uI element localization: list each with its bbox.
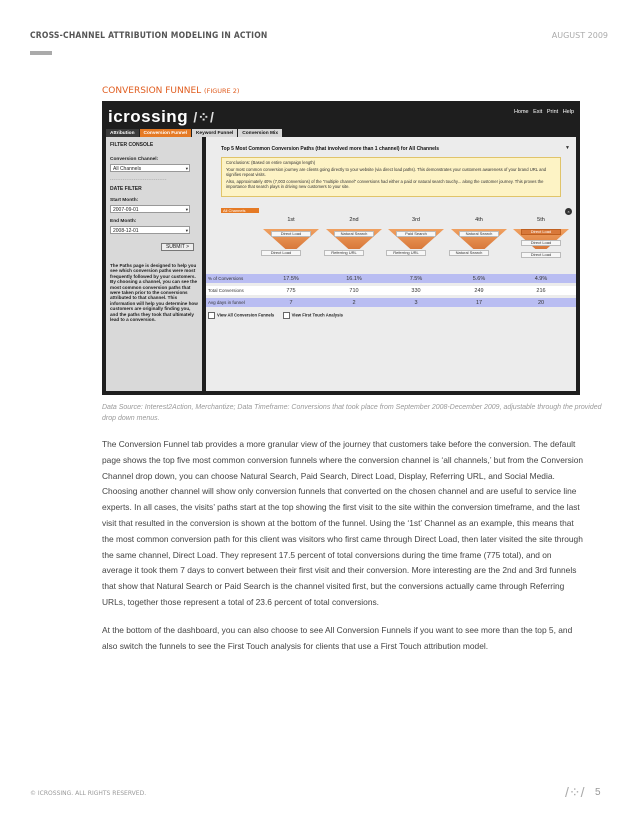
tab-keyword-funnel[interactable]: Keyword Funnel bbox=[192, 129, 237, 137]
funnel-top-chip: Direct Load bbox=[271, 231, 311, 237]
nav-exit[interactable]: Exit bbox=[533, 109, 543, 115]
top-nav bbox=[511, 109, 574, 115]
check-all-label: View All Conversion Funnels bbox=[217, 312, 275, 318]
dashboard-screenshot bbox=[102, 101, 580, 395]
funnel-middle-chip: Direct Load bbox=[521, 240, 561, 246]
tab-bar bbox=[106, 129, 283, 137]
nav-help[interactable]: Help bbox=[562, 109, 574, 115]
funnel-bottom-chip: Referring URL bbox=[386, 250, 426, 256]
row-value: 2 bbox=[352, 299, 356, 306]
header-rule bbox=[30, 51, 52, 55]
channel-label: Conversion Channel: bbox=[110, 157, 159, 162]
conclusions-box bbox=[221, 157, 561, 197]
row-total-conversions bbox=[206, 286, 576, 295]
figure-caption: Data Source: Interest2Action, Merchantize; Data Timeframe: Conversions that took place from September 2008-December 2009, adjustable through the provided drop down menus. bbox=[102, 404, 602, 422]
filter-console bbox=[106, 137, 202, 391]
funnel-bottom-chip: Direct Load bbox=[521, 252, 561, 258]
checkbox-all-funnels[interactable] bbox=[208, 312, 215, 319]
panel-heading: Top 5 Most Common Conversion Paths (that involved more than 1 channel) for All Channels bbox=[221, 146, 440, 152]
funnel-top-chip: Paid Search bbox=[396, 231, 436, 237]
row-value: 20 bbox=[537, 299, 545, 306]
nav-print[interactable]: Print bbox=[546, 109, 559, 115]
row-label: Total Conversions bbox=[208, 288, 244, 293]
row-value: 17 bbox=[475, 299, 483, 306]
logo-mark: /⁘/ bbox=[193, 109, 215, 125]
row-pct-conversions bbox=[206, 274, 576, 283]
end-month-label: End Month: bbox=[110, 219, 137, 224]
funnel-bottom-chip: Direct Load bbox=[261, 250, 301, 256]
panel-description: The Paths page is designed to help you see which conversion paths were most frequently followed by your customers. By choosing a channel, you can see the most common conversion paths that were taken prior to the conversions attributed to that channel. This information will help you determine how customers are originally finding you, and the paths they took that ultimately lead to a conversion. bbox=[110, 263, 198, 323]
footer-copyright: © ICROSSING. ALL RIGHTS RESERVED. bbox=[30, 790, 147, 797]
column-4th: 4th bbox=[475, 217, 483, 223]
column-3rd: 3rd bbox=[412, 217, 420, 223]
row-label: % of Conversions bbox=[208, 276, 244, 281]
column-1st: 1st bbox=[287, 217, 295, 223]
conclusion-2: Also, approximately 40% (7,003 conversions) of the "multiple channel" conversions had either a paid or natural search touchy... along the customer journey. This proves the importance that search plays in driving new customers to your site. bbox=[226, 179, 544, 189]
row-value: 3 bbox=[414, 299, 418, 306]
funnel-options bbox=[208, 312, 343, 319]
figure-title-text: CONVERSION FUNNEL bbox=[102, 86, 202, 96]
row-value: 4.9% bbox=[534, 275, 548, 282]
row-value: 7.5% bbox=[409, 275, 423, 282]
logo-text: icrossing bbox=[108, 107, 189, 126]
row-value: 16.1% bbox=[346, 275, 362, 282]
figure-title bbox=[102, 86, 239, 96]
body-text bbox=[102, 437, 584, 666]
channel-select[interactable] bbox=[110, 164, 190, 172]
row-value: 5.6% bbox=[472, 275, 486, 282]
figure-label: (FIGURE 2) bbox=[204, 87, 240, 95]
funnel-panel bbox=[206, 137, 576, 391]
row-value: 17.5% bbox=[283, 275, 299, 282]
chevron-down-icon: ▾ bbox=[185, 207, 188, 212]
row-avg-days bbox=[206, 298, 576, 307]
icrossing-logo bbox=[108, 107, 214, 127]
end-month-select[interactable] bbox=[110, 226, 190, 234]
chevron-down-icon: ▾ bbox=[185, 228, 188, 233]
conclusions-title: Conclusions: (Based on entire campaign length) bbox=[226, 160, 316, 165]
header-date: AUGUST 2009 bbox=[551, 31, 608, 40]
footer-logo-mark: /⁘/ bbox=[565, 784, 585, 800]
row-value: 330 bbox=[411, 287, 421, 294]
row-value: 710 bbox=[349, 287, 359, 294]
filter-console-title: FILTER CONSOLE bbox=[110, 142, 154, 148]
all-channels-tag: All Channels bbox=[221, 208, 259, 213]
paragraph-1: The Conversion Funnel tab provides a more granular view of the journey that customers take before the conversion. The default page shows the top five most common conversion funnels where the conversion channel is ‘all channels,’ but from the Conversion Channel drop down, you can choose Natural Search, Paid Search, Direct Load, Display, Referring URL, and Social Media. Choosing another channel will show only conversion funnels that converted on the chosen channel and are useful to service line experts. In all cases, the visits’ paths start at the top showing the first visit to the site within the conversion timeframe, and the last visit that resulted in the conversion is shown at the bottom of the funnel. Using the ‘1st’ Channel as an example, this means that the most common conversion path for this client was visitors who first came through Direct Load, then later visited the site through the same channel, Direct Load. They represent 17.5 percent of total conversions during the time frame (775 total), and on average it took them 7 days to convert between their first visit and their conversion. More interesting are the 2nd and 3rd funnels that show that Natural Search or Paid Search is the channel visited first, but the conversions actually came through Referring URLs, together those represent a total of 23.6 percent of total conversions. bbox=[102, 439, 584, 607]
row-label: Avg days in funnel bbox=[208, 300, 245, 305]
funnel-bottom-chip: Referring URL bbox=[324, 250, 364, 256]
column-2nd: 2nd bbox=[349, 217, 359, 223]
page-number: 5 bbox=[595, 787, 601, 798]
paragraph-2: At the bottom of the dashboard, you can also choose to see All Conversion Funnels if you want to see more than the top 5, and also switch the funnels to see the First Touch analysis for clients that use a First Touch attribution model. bbox=[102, 624, 573, 651]
chevron-down-icon[interactable]: ▼ bbox=[565, 145, 570, 151]
funnel-top-chip: Natural Search bbox=[459, 231, 499, 237]
row-value: 216 bbox=[536, 287, 546, 294]
submit-button[interactable]: SUBMIT > bbox=[161, 243, 194, 251]
tab-conversion-mix[interactable]: Conversion Mix bbox=[238, 129, 282, 137]
column-5th: 5th bbox=[537, 217, 545, 223]
row-value: 775 bbox=[286, 287, 296, 294]
chevron-down-icon: ▾ bbox=[185, 166, 188, 171]
conclusion-1: Your most common conversion journey are clients going directly to your website (via direct load paths). This demonstrates your customers awareness of your brand URL and signifies repeat visits. bbox=[226, 167, 547, 177]
header-title: CROSS-CHANNEL ATTRIBUTION MODELING IN ACTION bbox=[30, 31, 268, 41]
checkbox-first-touch[interactable] bbox=[283, 312, 290, 319]
tab-attribution[interactable]: Attribution bbox=[106, 129, 139, 137]
close-icon[interactable]: × bbox=[565, 208, 572, 215]
funnel-bottom-chip: Natural Search bbox=[449, 250, 489, 256]
row-value: 249 bbox=[474, 287, 484, 294]
start-month-select[interactable] bbox=[110, 205, 190, 213]
channel-value: All Channels bbox=[113, 166, 142, 172]
divider: ------------------------------- bbox=[110, 176, 167, 181]
funnel-top-chip: Natural Search bbox=[334, 231, 374, 237]
start-month-label: Start Month: bbox=[110, 198, 139, 203]
tab-conversion-funnel[interactable]: Conversion Funnel bbox=[140, 129, 191, 137]
end-month-value: 2008-12-01 bbox=[113, 228, 139, 234]
row-value: 7 bbox=[289, 299, 293, 306]
date-filter-title: DATE FILTER bbox=[110, 186, 142, 192]
nav-home[interactable]: Home bbox=[513, 109, 529, 115]
start-month-value: 2007-09-01 bbox=[113, 207, 139, 213]
check-first-label: View First Touch Analysis bbox=[291, 312, 343, 318]
funnel-top-chip: Direct Load bbox=[521, 229, 561, 235]
